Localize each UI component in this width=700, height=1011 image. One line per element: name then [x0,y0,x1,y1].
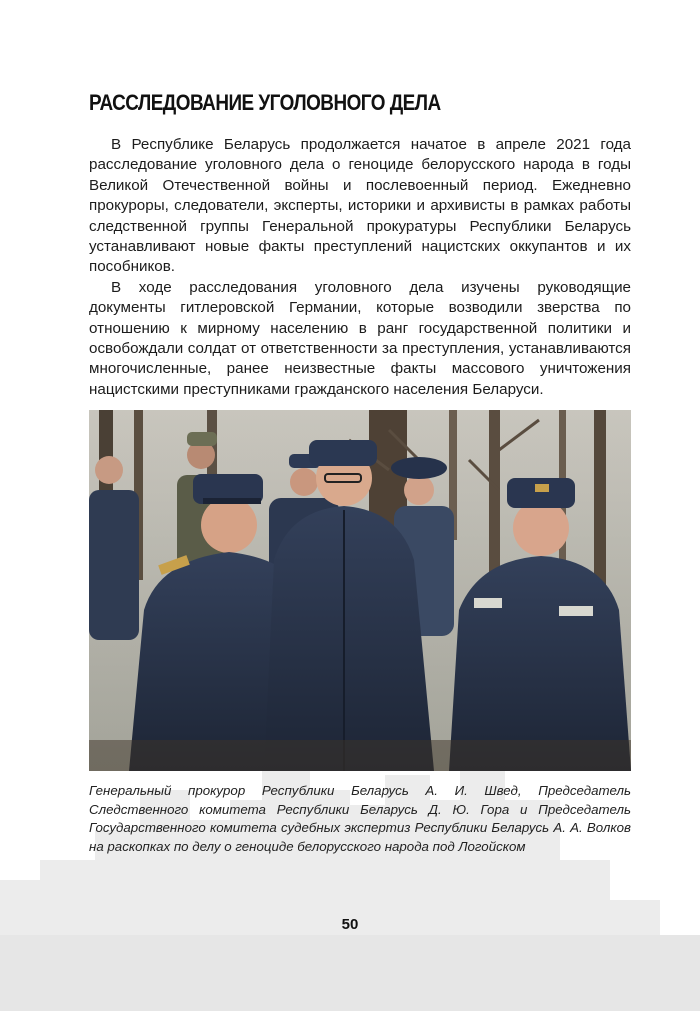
excavation-photo [89,410,631,771]
page-number: 50 [341,916,359,933]
paragraph-2: В ходе расследования уголовного дела изучены руководящие документы гитлеровской Германии, которые возводили зверства по отношению к мирному населению в ранг государственной политики и освобождали солдат от ответственности за преступления, устанавливаются многочисленные, ранее неизвестные факты массового уничтожения нацистскими преступниками гражданского населения Беларуси. [89,278,631,398]
body-text [89,135,631,400]
photo-caption: Генеральный прокурор Республики Беларусь А. И. Швед, Председатель Следственного комитета Республики Беларусь Д. Ю. Гора и Председатель Государственного комитета судебных экспертиз Республики Беларусь А. А. Волков на раскопках по делу о геноциде белорусского народа под Логойском [89,783,631,854]
section-title: РАССЛЕДОВАНИЕ УГОЛОВНОГО ДЕЛА [89,90,441,115]
paragraph-1: В Республике Беларусь продолжается начатое в апреле 2021 года расследование уголовного дела о геноциде белорусского народа в годы Великой Отечественной войны и послевоенный период. Ежедневно прокуроры, следователи, эксперты, историки и архивисты в рамках работы следственной группы Генеральной прокуратуры Республики Беларусь устанавливают новые факты преступлений нацистских оккупантов и их пособников. [89,136,631,276]
photo-illustration [89,410,631,771]
